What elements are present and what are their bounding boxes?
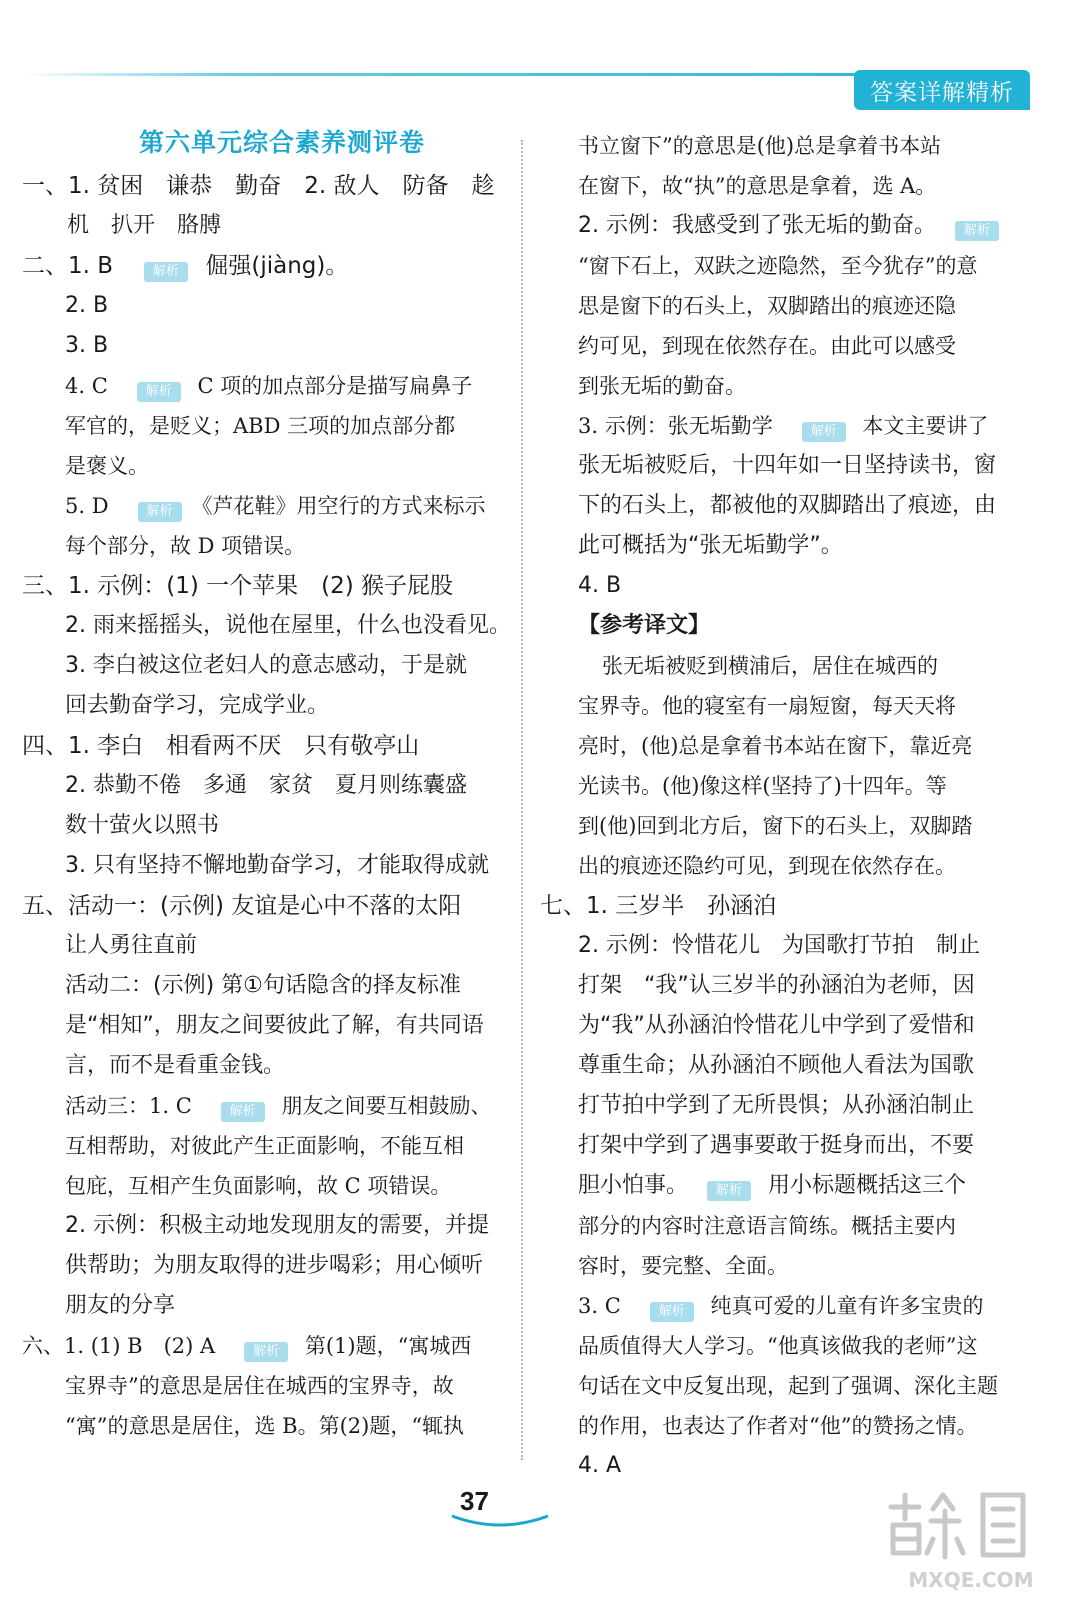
left-line	[22, 446, 512, 486]
right-column	[540, 126, 1015, 1486]
page-title: 第六单元综合素养测评卷	[138, 128, 425, 157]
left-line	[22, 246, 512, 286]
line-text: 打架 “我”认三岁半的孙涵泊为老师，因	[578, 973, 975, 998]
line-text: 宝界寺”的意思是居住在城西的宝界寺，故	[65, 1374, 454, 1398]
line-text: 句话在文中反复出现，起到了强调、深化主题	[578, 1374, 998, 1398]
line-text: 2. 恭勤不倦 多通 家贫 夏月则练囊盛	[65, 773, 467, 798]
line-text: 让人勇往直前	[65, 933, 198, 958]
line-text: 容时，要完整、全面。	[578, 1254, 788, 1278]
page-number-swoosh-icon	[448, 1512, 552, 1530]
line-text: 三、1. 示例：(1) 一个苹果 (2) 猴子屁股	[22, 573, 454, 599]
line-text: “寓”的意思是居住，选 B。第(2)题，“辄执	[65, 1414, 465, 1438]
line-text: 3. 示例：张无垢勤学	[578, 414, 794, 438]
line-text: 军官的，是贬义；ABD 三项的加点部分都	[65, 414, 456, 438]
right-line	[540, 1246, 1015, 1286]
left-line	[22, 846, 512, 886]
watermark-logo	[879, 1485, 1064, 1595]
right-line	[540, 446, 1015, 486]
line-text: 朋友之间要互相鼓励、	[274, 1094, 492, 1118]
left-line	[22, 286, 512, 326]
right-line	[540, 1446, 1015, 1486]
right-line	[540, 1166, 1015, 1206]
line-text: 供帮助；为朋友取得的进步喝彩；用心倾听	[65, 1253, 484, 1278]
analysis-tag-icon: 解析	[650, 1302, 694, 1322]
line-text: 约可见，到现在依然存在。由此可以感受	[578, 334, 956, 358]
right-line	[540, 806, 1015, 846]
left-line	[22, 726, 512, 766]
left-line	[22, 526, 512, 566]
analysis-tag-icon: 解析	[802, 422, 846, 442]
line-text: 4. A	[578, 1453, 622, 1478]
line-text: 第(1)题，“寓城西	[298, 1334, 472, 1358]
line-text: 六、1. (1) B (2) A	[22, 1334, 237, 1358]
line-text: 打节拍中学到了无所畏惧；从孙涵泊制止	[578, 1093, 975, 1118]
left-line	[22, 1126, 512, 1166]
line-text: 4. B	[578, 573, 622, 598]
left-line	[22, 806, 512, 846]
left-line	[22, 406, 512, 446]
right-line	[540, 1206, 1015, 1246]
line-text: C 项的加点部分是描写扁鼻子	[190, 374, 473, 398]
header-rule	[22, 73, 862, 76]
line-text: 张无垢被贬后，十四年如一日坚持读书，窗	[578, 453, 997, 478]
analysis-tag-icon: 解析	[221, 1102, 265, 1122]
right-line	[540, 206, 1015, 246]
line-text: 活动三：1. C	[65, 1094, 213, 1118]
left-line	[22, 886, 512, 926]
line-text: 每个部分，故 D 项错误。	[65, 534, 306, 558]
right-line	[540, 1126, 1015, 1166]
right-line	[540, 1326, 1015, 1366]
right-line	[540, 646, 1015, 686]
line-text: 是“相知”，朋友之间要彼此了解，有共同语	[65, 1013, 484, 1038]
line-text: 光读书。(他)像这样(坚持了)十四年。等	[578, 774, 947, 798]
right-line	[540, 406, 1015, 446]
left-line	[22, 1206, 512, 1246]
right-line	[540, 886, 1015, 926]
left-line	[22, 1166, 512, 1206]
line-text: 到(他)回到北方后，窗下的石头上，双脚踏	[578, 814, 973, 838]
line-text: 尊重生命；从孙涵泊不顾他人看法为国歌	[578, 1053, 975, 1078]
right-line	[540, 1046, 1015, 1086]
line-text: 下的石头上，都被他的双脚踏出了痕迹，由	[578, 493, 997, 518]
left-line	[22, 1086, 512, 1126]
line-text: 思是窗下的石头上，双脚踏出的痕迹还隐	[578, 294, 956, 318]
left-line	[22, 326, 512, 366]
line-text: 亮时，(他)总是拿着书本站在窗下，靠近亮	[578, 734, 973, 758]
left-line	[22, 766, 512, 806]
line-text: 七、1. 三岁半 孙涵泊	[540, 893, 777, 919]
analysis-tag-icon: 解析	[955, 221, 999, 241]
watermark-text: MXQE.COM	[908, 1568, 1034, 1592]
line-text: 书立窗下”的意思是(他)总是拿着书本站	[578, 134, 942, 158]
left-line	[22, 566, 512, 606]
left-line	[22, 686, 512, 726]
left-line	[22, 1046, 512, 1086]
left-line	[22, 606, 512, 646]
left-line	[22, 366, 512, 406]
page-number: 37	[460, 1486, 489, 1516]
left-line	[22, 206, 512, 246]
analysis-tag-icon: 解析	[138, 502, 182, 522]
line-text: 出的痕迹还隐约可见，到现在依然存在。	[578, 854, 956, 878]
line-text: 四、1. 李白 相看两不厌 只有敬亭山	[22, 733, 420, 759]
left-line	[22, 926, 512, 966]
line-text: 品质值得大人学习。“他真该做我的老师”这	[578, 1334, 978, 1358]
line-text: 活动二：(示例) 第①句话隐含的择友标准	[65, 973, 461, 998]
line-text: 3. B	[65, 333, 109, 358]
right-line	[540, 766, 1015, 806]
line-text: 为“我”从孙涵泊怜惜花儿中学到了爱惜和	[578, 1013, 975, 1038]
right-line	[540, 726, 1015, 766]
line-text: 3. C	[578, 1294, 642, 1318]
line-text: “窗下石上，双趺之迹隐然，至今犹存”的意	[578, 254, 978, 278]
line-text: 《芦花鞋》用空行的方式来标示	[191, 494, 486, 518]
line-text: 一、1. 贫困 谦恭 勤奋 2. 敌人 防备 趁	[22, 173, 495, 199]
line-text: 2. 示例：积极主动地发现朋友的需要，并提	[65, 1213, 489, 1238]
line-text: 3. 只有坚持不懈地勤奋学习，才能取得成就	[65, 853, 489, 878]
right-line	[540, 486, 1015, 526]
line-text: 朋友的分享	[65, 1293, 176, 1318]
line-text: 3. 李白被这位老妇人的意志感动，于是就	[65, 653, 467, 678]
column-divider	[521, 140, 523, 1460]
line-text: 回去勤奋学习，完成学业。	[65, 693, 330, 718]
line-text: 2. 示例：我感受到了张无垢的勤奋。	[578, 213, 947, 238]
line-text: 的作用，也表达了作者对“他”的赞扬之情。	[578, 1414, 978, 1438]
right-line	[540, 246, 1015, 286]
line-text: 2. B	[65, 293, 109, 318]
left-line	[22, 486, 512, 526]
line-text: 用小标题概括这三个	[761, 1173, 967, 1198]
right-line	[540, 1366, 1015, 1406]
line-text: 2. 雨来摇摇头，说他在屋里，什么也没看见。	[65, 613, 511, 638]
analysis-tag-icon: 解析	[707, 1181, 751, 1201]
line-text: 【参考译文】	[578, 613, 711, 638]
line-text: 在窗下，故“执”的意思是拿着，选 A。	[578, 174, 937, 198]
analysis-tag-icon: 解析	[144, 262, 188, 282]
line-text: 打架中学到了遇事要敢于挺身而出，不要	[578, 1133, 975, 1158]
line-text: 部分的内容时注意语言简练。概括主要内	[578, 1214, 956, 1238]
line-text: 5. D	[65, 494, 130, 518]
left-line	[22, 1366, 512, 1406]
line-text: 4. C	[65, 374, 129, 398]
header-tab: 答案详解精析	[854, 70, 1030, 110]
line-text: 言，而不是看重金钱。	[65, 1053, 286, 1078]
left-line	[22, 1286, 512, 1326]
right-line	[540, 326, 1015, 366]
left-line	[22, 966, 512, 1006]
right-line	[540, 566, 1015, 606]
line-text: 是褒义。	[65, 454, 149, 478]
line-text: 纯真可爱的儿童有许多宝贵的	[703, 1294, 984, 1318]
line-text: 二、1. B	[22, 253, 137, 279]
right-line	[540, 606, 1015, 646]
right-line	[540, 846, 1015, 886]
right-line	[540, 1286, 1015, 1326]
line-text: 2. 示例：怜惜花儿 为国歌打节拍 制止	[578, 933, 980, 958]
left-line	[22, 166, 512, 206]
line-text: 宝界寺。他的寝室有一扇短窗，每天天将	[578, 694, 956, 718]
line-text: 胆小怕事。	[578, 1173, 700, 1198]
line-text: 此可概括为“张无垢勤学”。	[578, 533, 843, 558]
left-line	[22, 1406, 512, 1446]
line-text: 到张无垢的勤奋。	[578, 374, 746, 398]
line-text: 五、活动一：(示例) 友谊是心中不落的太阳	[22, 893, 462, 919]
right-line	[540, 166, 1015, 206]
left-line	[22, 1006, 512, 1046]
line-text: 倔强(jiàng)。	[198, 253, 349, 279]
right-line	[540, 686, 1015, 726]
right-line	[540, 526, 1015, 566]
left-line	[22, 1246, 512, 1286]
line-text: 互相帮助，对彼此产生正面影响，不能互相	[65, 1134, 464, 1158]
right-line	[540, 126, 1015, 166]
right-line	[540, 366, 1015, 406]
right-line	[540, 286, 1015, 326]
left-column	[22, 120, 512, 1446]
line-text: 包庇，互相产生负面影响，故 C 项错误。	[65, 1174, 452, 1198]
analysis-tag-icon: 解析	[137, 382, 181, 402]
line-text: 张无垢被贬到横浦后，居住在城西的	[602, 654, 938, 678]
left-line	[22, 646, 512, 686]
line-text: 数十萤火以照书	[65, 813, 220, 838]
line-text: 本文主要讲了	[855, 414, 989, 438]
right-line	[540, 926, 1015, 966]
right-line	[540, 966, 1015, 1006]
right-line	[540, 1006, 1015, 1046]
line-text: 机 扒开 胳膊	[67, 213, 222, 238]
right-line	[540, 1086, 1015, 1126]
left-line	[22, 1326, 512, 1366]
right-line	[540, 1406, 1015, 1446]
analysis-tag-icon: 解析	[244, 1342, 288, 1362]
